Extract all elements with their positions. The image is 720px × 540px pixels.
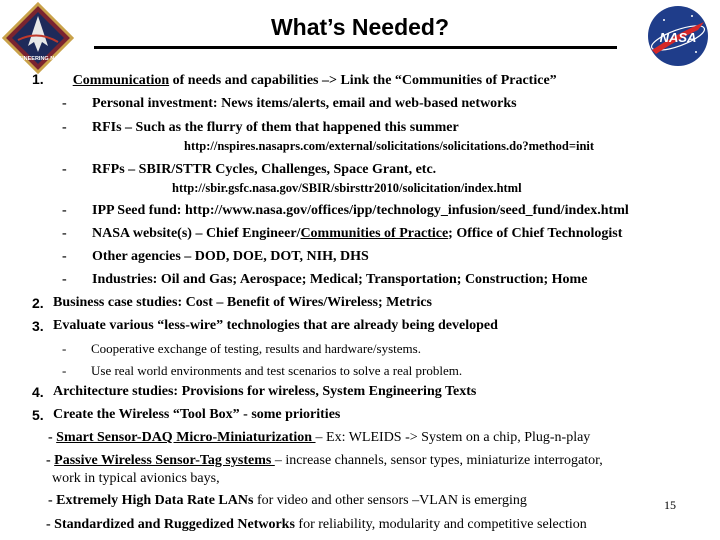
item-3-text: Evaluate various “less-wire” technologies that are already being developed: [53, 318, 498, 333]
item-2-text: Business case studies: Cost – Benefit of Wires/Wireless; Metrics: [53, 295, 433, 310]
item-1: [32, 71, 557, 89]
page-number: 15: [664, 498, 676, 512]
sub-item-text: RFPs – SBIR/STTR Cycles, Challenges, Space Grant, etc.: [92, 162, 437, 177]
dash: -: [62, 341, 67, 356]
item-lead: Communication: [72, 73, 170, 88]
item-5-text: Create the Wireless “Tool Box” - some priorities: [53, 407, 341, 422]
dash: -: [46, 453, 55, 468]
dash: -: [48, 430, 57, 445]
sub-item-text: Personal investment: News items/alerts, email and web-based networks: [92, 96, 517, 111]
priority-text: for reliability, modularity and competitive selection: [294, 517, 587, 532]
priority-lead: Standardized and Ruggedized Networks: [54, 517, 295, 532]
nasa-logo-text: NASA: [659, 30, 697, 45]
dash: -: [62, 120, 67, 135]
sub-item-text: [92, 226, 622, 242]
dash: -: [62, 96, 67, 111]
priority-lead: Passive Wireless Sensor-Tag systems: [54, 453, 275, 468]
text-part: ; Office of Chief Technologist: [448, 226, 623, 241]
item-number: 5.: [32, 407, 44, 423]
dash: -: [62, 249, 67, 264]
dash: -: [62, 272, 67, 287]
sub-item-text: Cooperative exchange of testing, results and hardware/systems.: [91, 341, 421, 356]
dash: -: [62, 162, 67, 177]
sub-item: [62, 226, 67, 242]
sub-item: [62, 120, 67, 136]
item-number: 4.: [32, 384, 44, 400]
priority-text: – increase channels, sensor types, miniaturize interrogator,: [274, 453, 603, 468]
sub-item-text: RFIs – Such as the flurry of them that happened this summer: [92, 120, 459, 135]
dash: -: [46, 517, 55, 532]
priority-text: – Ex: WLEIDS -> System on a chip, Plug-n-play: [315, 430, 591, 445]
priority-item: [46, 453, 603, 469]
priority-item: [48, 493, 527, 509]
priority-item: [46, 517, 587, 533]
communities-of-practice-link[interactable]: Communities of Practice: [300, 226, 449, 241]
priority-lead: Extremely High Data Rate LANs: [56, 493, 254, 508]
sub-item: [62, 162, 67, 178]
item-number: 3.: [32, 318, 44, 334]
priority-text: for video and other sensors –VLAN is emerging: [253, 493, 527, 508]
sub-item-text: Use real world environments and test scenarios to solve a real problem.: [91, 363, 463, 378]
ipp-seed-fund-text[interactable]: IPP Seed fund: http://www.nasa.gov/offices/ipp/technology_infusion/seed_fund/index.html: [92, 203, 629, 218]
slide-title: What’s Needed?: [270, 14, 450, 40]
rfi-link[interactable]: http://nspires.nasaprs.com/external/solicitations/solicitations.do?method=init: [184, 139, 595, 153]
item-number: 1.: [32, 71, 44, 87]
priority-lead: Smart Sensor-DAQ Micro-Miniaturization: [56, 430, 316, 445]
item-number: 2.: [32, 295, 44, 311]
dash: -: [62, 226, 67, 241]
dash: -: [48, 493, 57, 508]
sub-item: [62, 203, 67, 219]
dash: -: [62, 363, 67, 378]
title-underline: [94, 46, 617, 49]
sub-item-text: Industries: Oil and Gas; Aerospace; Medical; Transportation; Construction; Home: [92, 272, 588, 287]
priority-continuation: work in typical avionics bays,: [52, 471, 220, 486]
priority-item: [48, 430, 590, 446]
sub-item: [62, 249, 67, 265]
sub-item: [62, 272, 67, 288]
sbir-link[interactable]: http://sbir.gsfc.nasa.gov/SBIR/sbirsttr2010/solicitation/index.html: [172, 181, 522, 195]
item-text: of needs and capabilities –> Link the “Communities of Practice”: [169, 73, 557, 88]
item-4-text: Architecture studies: Provisions for wireless, System Engineering Texts: [53, 384, 477, 399]
text-part: NASA website(s) – Chief Engineer/: [92, 226, 301, 241]
engineering-logo-text: ENGINEERING NASA: [10, 56, 66, 62]
dash: -: [62, 203, 67, 218]
sub-item-text: Other agencies – DOD, DOE, DOT, NIH, DHS: [92, 249, 369, 264]
sub-item: [62, 96, 67, 112]
